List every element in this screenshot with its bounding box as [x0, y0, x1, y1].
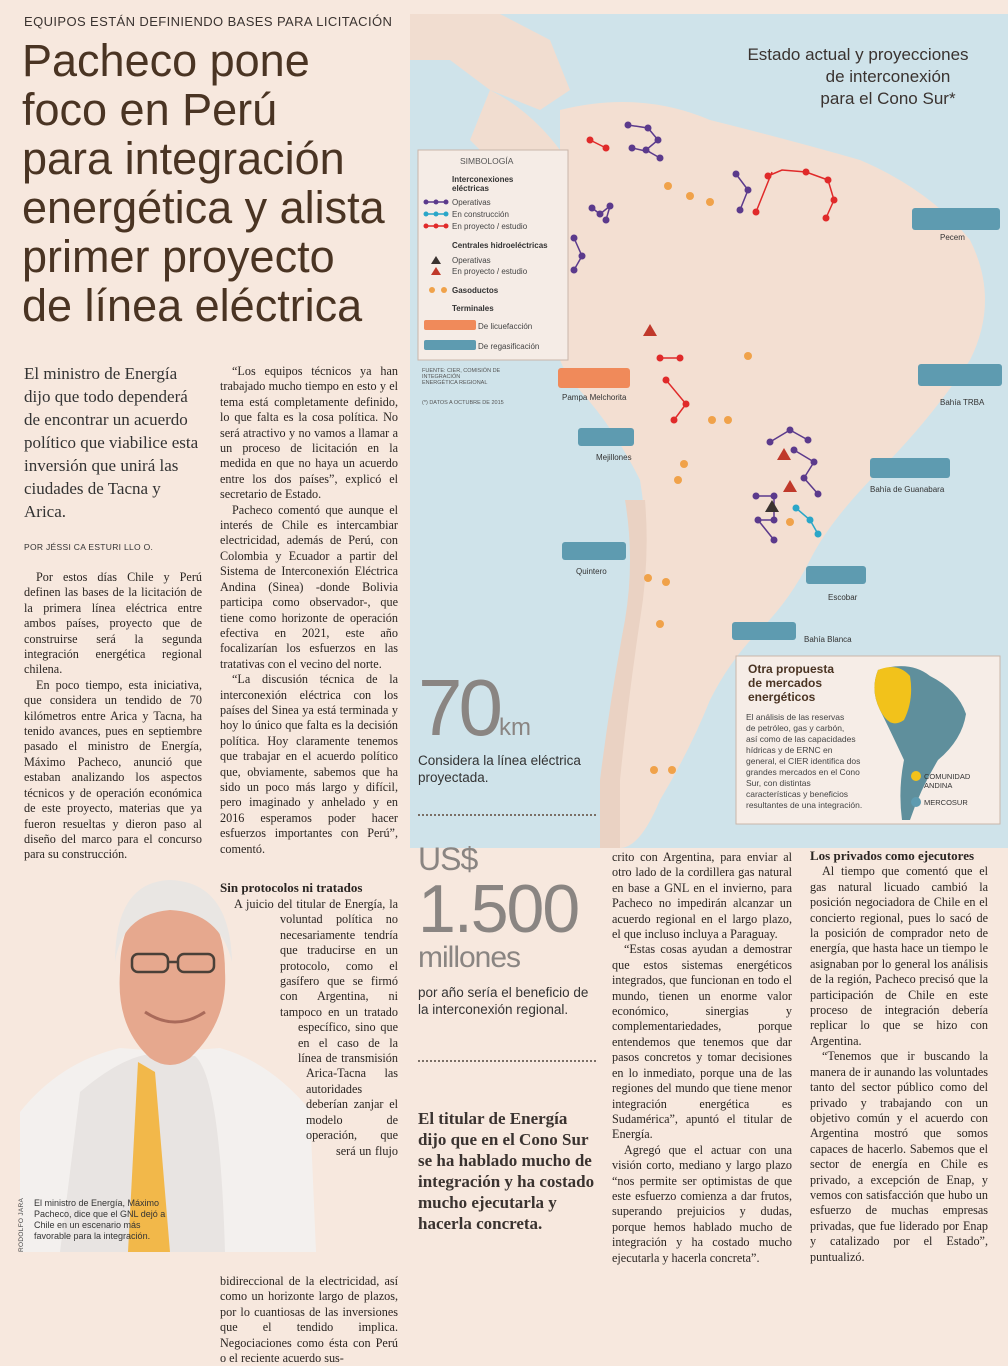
- svg-text:El análisis de las reservas: El análisis de las reservas: [746, 712, 845, 722]
- terminal-label: Mejillones: [596, 453, 632, 462]
- svg-text:En proyecto / estudio: En proyecto / estudio: [452, 222, 528, 231]
- photo-caption: El ministro de Energía, Máximo Pacheco, dice que el GNL dejó a Chile en un escenario más favorable para la integración.: [34, 1198, 166, 1241]
- subsection-1: [220, 880, 398, 896]
- headline-line: energética y alista: [22, 182, 385, 233]
- terminal-label: Bahía Blanca: [804, 635, 852, 644]
- svg-text:(*) DATOS A OCTUBRE DE 2015: (*) DATOS A OCTUBRE DE 2015: [422, 400, 504, 406]
- divider: [418, 1060, 596, 1062]
- stat-unit: millones: [418, 941, 521, 974]
- subheading: Sin protocolos ni tratados: [220, 880, 363, 895]
- svg-text:de petróleo, gas y carbón,: de petróleo, gas y carbón,: [746, 723, 845, 733]
- svg-text:Terminales: Terminales: [452, 304, 494, 313]
- svg-text:Otra propuesta: Otra propuesta: [748, 662, 835, 676]
- svg-text:general, el CIER identifica do: general, el CIER identifica dos: [746, 756, 861, 766]
- headline-line: de línea eléctrica: [22, 280, 363, 331]
- svg-text:MERCOSUR: MERCOSUR: [924, 798, 968, 807]
- map-title-line: de interconexión: [825, 67, 951, 86]
- photo-credit: RODOLFO JARA: [18, 1197, 25, 1252]
- map-legend: [418, 150, 568, 360]
- article-column-3: [612, 850, 792, 1266]
- svg-text:COMUNIDAD: COMUNIDAD: [924, 772, 971, 781]
- stat-currency: US$: [418, 841, 478, 877]
- subheading: Los privados como ejecutores: [810, 848, 975, 863]
- map-title-line: para el Cono Sur*: [820, 89, 956, 108]
- paragraph: Por estos días Chile y Perú definen las bases de la licitación de la primera línea eléctrica entre ambos países, proyecto que de construirse será la segunda integración energética regional chilena.: [24, 570, 202, 677]
- svg-text:de mercados: de mercados: [748, 676, 823, 690]
- markets-inset: [736, 656, 1000, 824]
- headline-line: foco en Perú: [22, 84, 278, 135]
- byline: POR JÉSSI CA ESTURI LLO O.: [24, 542, 154, 552]
- svg-text:En proyecto / estudio: En proyecto / estudio: [452, 267, 528, 276]
- svg-text:INTEGRACIÓN: INTEGRACIÓN: [422, 374, 461, 380]
- terminal-label: Quintero: [576, 567, 607, 576]
- stat-unit: km: [498, 714, 531, 741]
- terminal-label: Pampa Melchorita: [562, 393, 627, 402]
- paragraph: Al tiempo que comentó que el gas natural licuado cambió la posición negociadora de Chile en el concierto regional, pues lo sacó de la posición de comprador neto de energía, que hasta hace un tiempo le asignaban por lo general los análisis de la región, Pacheco precisó que la participación de Chile en este proceso de integración debería replicar lo que se hizo con Argentina.: [810, 864, 988, 1048]
- svg-text:características y beneficios: características y beneficios: [746, 789, 849, 799]
- terminal-label: Pecem: [940, 233, 965, 242]
- svg-text:Operativas: Operativas: [452, 198, 491, 207]
- paragraph: A juicio del titular de Energía, la voluntad política no necesariamente tendría que traducirse en un protocolo, como el gasífero que se firmó con Argentina, ni tampoco en un tratado específico, sino que en el caso de la línea de transmisión Arica-Tacna las autoridades deberían zanjar el modelo de operación, que será un flujo bidireccional de la electricidad, así como un horizonte largo de plazos, por lo cuantiosas de las inversiones que el tendido implica. Negociaciones como ésta con Perú o el reciente acuerdo sus-: [220, 897, 398, 1366]
- lead-paragraph: El ministro de Energía dijo que todo dependerá de encontrar un acuerdo político que viabilice esta inversión que unirá las ciudades de Tacna y Arica.: [24, 364, 199, 521]
- headline-line: para integración: [22, 133, 345, 184]
- svg-text:Gasoductos: Gasoductos: [452, 286, 499, 295]
- headline-line: primer proyecto: [22, 231, 335, 282]
- svg-text:grandes mercados en el Cono: grandes mercados en el Cono: [746, 767, 860, 777]
- map-title-line: Estado actual y proyecciones: [747, 45, 969, 64]
- svg-text:De licuefacción: De licuefacción: [478, 322, 533, 331]
- svg-text:resultantes de una integración: resultantes de una integración.: [746, 800, 863, 810]
- terminal-label: Bahía de Guanabara: [870, 485, 945, 494]
- divider: [418, 814, 596, 816]
- svg-text:Operativas: Operativas: [452, 256, 491, 265]
- svg-text:hídricas y de ERNC en: hídricas y de ERNC en: [746, 745, 833, 755]
- paragraph: En poco tiempo, esta iniciativa, que considera un tendido de 70 kilómetros entre Arica y Tacna, ha tenido avances, pues en septiembre pasado el ministro de Energía, Máximo Pacheco, anunció que estaban analizando los aspectos técnicos y de operación económica de este proyecto, materias que ya fueron resueltas y dieron paso al diseño del marco para el concurso para su construcción.: [24, 677, 202, 862]
- article-column-1: [24, 570, 202, 863]
- svg-text:así como de las capacidades: así como de las capacidades: [746, 734, 856, 744]
- paragraph: “Estas cosas ayudan a demostrar que estos sistemas energéticos integrados, que funcionan en todo el mundo, tienen un enorme valor económico, sinergias y complementariedades, porque entendemos que tenemos que dar pasos concretos y tomar decisiones en lo inmediato, porque una de las regiones del mundo que tiene menor integración energética es Sudamérica”, apuntó el titular de Energía.: [612, 942, 792, 1142]
- article-column-4: [810, 848, 988, 1265]
- kicker: EQUIPOS ESTÁN DEFINIENDO BASES PARA LICITACIÓN: [24, 14, 393, 29]
- stat-value: 1.500: [418, 871, 579, 947]
- svg-text:energéticos: energéticos: [748, 690, 816, 704]
- svg-text:En construcción: En construcción: [452, 210, 509, 219]
- paragraph: Agregó que el actuar con una visión corto, mediano y largo plazo “nos permite ser optimistas de que este esfuerzo comienza a dar frutos, superando prejuicios y dudas, porque hemos hablado mucho de integración y ha costado mucho ejecutarla y hacerla concreta”.: [612, 1142, 792, 1265]
- svg-text:Interconexiones: Interconexiones: [452, 175, 514, 184]
- paragraph: “Los equipos técnicos ya han trabajado mucho tiempo en esto y el tema está completamente definido, lo que falta es la cosa política. No será atractivo y no vamos a llamar a un proceso de licitación en la medida en que no haya un acuerdo entre los dos países”, explicó el secretario de Estado.: [220, 364, 398, 502]
- article-column-2: [220, 364, 398, 857]
- stat-usd: [418, 842, 578, 974]
- svg-text:ANDINA: ANDINA: [924, 781, 953, 790]
- paragraph: “La discusión técnica de la interconexión eléctrica con los países del Sinea ya está terminada y hoy lo único que falta es la decisión política. Hoy claramente tenemos que trabajar en el acuerdo político que, obviamente, sabemos que ha sido un poco más largo y difícil, pero imaginado y anhelado y en 2016 esperamos poder hacer esfuerzos importantes con Perú”, comentó.: [220, 672, 398, 856]
- terminal-label: Bahía TRBA: [940, 398, 985, 407]
- headline-line: Pacheco pone: [22, 35, 310, 86]
- pull-quote: El titular de Energía dijo que en el Cono Sur se ha hablado mucho de integración y ha costado mucho ejecutarla y hacerla concreta.: [418, 1109, 595, 1233]
- legend-title: SIMBOLOGÍA: [460, 156, 514, 166]
- stat-description: Considera la línea eléctrica proyectada.: [418, 753, 581, 785]
- paragraph: Pacheco comentó que aunque el interés de Chile es intercambiar electricidad, además de Perú, con Colombia y Ecuador a partir del Sistema de Interconexión Eléctrica Andina (Sinea) -donde Bolivia participa como observador-, que tiene como horizonte de operación efectiva en 2021, este año focalizarían los esfuerzos en las tratativas con el vecino del norte.: [220, 502, 398, 671]
- svg-text:eléctricas: eléctricas: [452, 184, 489, 193]
- svg-text:ENERGÉTICA REGIONAL: ENERGÉTICA REGIONAL: [422, 380, 488, 386]
- svg-text:De regasificación: De regasificación: [478, 342, 540, 351]
- svg-text:Centrales hidroeléctricas: Centrales hidroeléctricas: [452, 241, 548, 250]
- stat-value: 70: [418, 663, 499, 752]
- headline: [22, 36, 422, 330]
- svg-text:Sur, con distintas: Sur, con distintas: [746, 778, 811, 788]
- paragraph: “Tenemos que ir buscando la manera de ir aunando las voluntades tanto del sector público como del privado y trabajando con un objetivo común y el acuerdo con Argentina mostró que somos capaces de hacerlo. Sabemos que el sector de energía en Chile es privado, a excepción de Enap, y vemos con satisfacción que hubo un esfuerzo de muchas empresas privadas, que fue liderado por Enap y catalizado por el Estado”, puntualizó.: [810, 1049, 988, 1264]
- svg-text:FUENTE: CIER, COMISIÓN DE: FUENTE: CIER, COMISIÓN DE: [422, 368, 501, 374]
- stat-description: por año sería el beneficio de la interconexión regional.: [418, 985, 589, 1017]
- wrapped-column: [220, 897, 398, 1366]
- paragraph: crito con Argentina, para enviar al otro lado de la cordillera gas natural en base a GNL en el invierno, para Pacheco no impedirán alcanzar un acuerdo regional en el largo plazo, el que incluso incluya a Paraguay.: [612, 850, 792, 942]
- terminal-label: Escobar: [828, 593, 858, 602]
